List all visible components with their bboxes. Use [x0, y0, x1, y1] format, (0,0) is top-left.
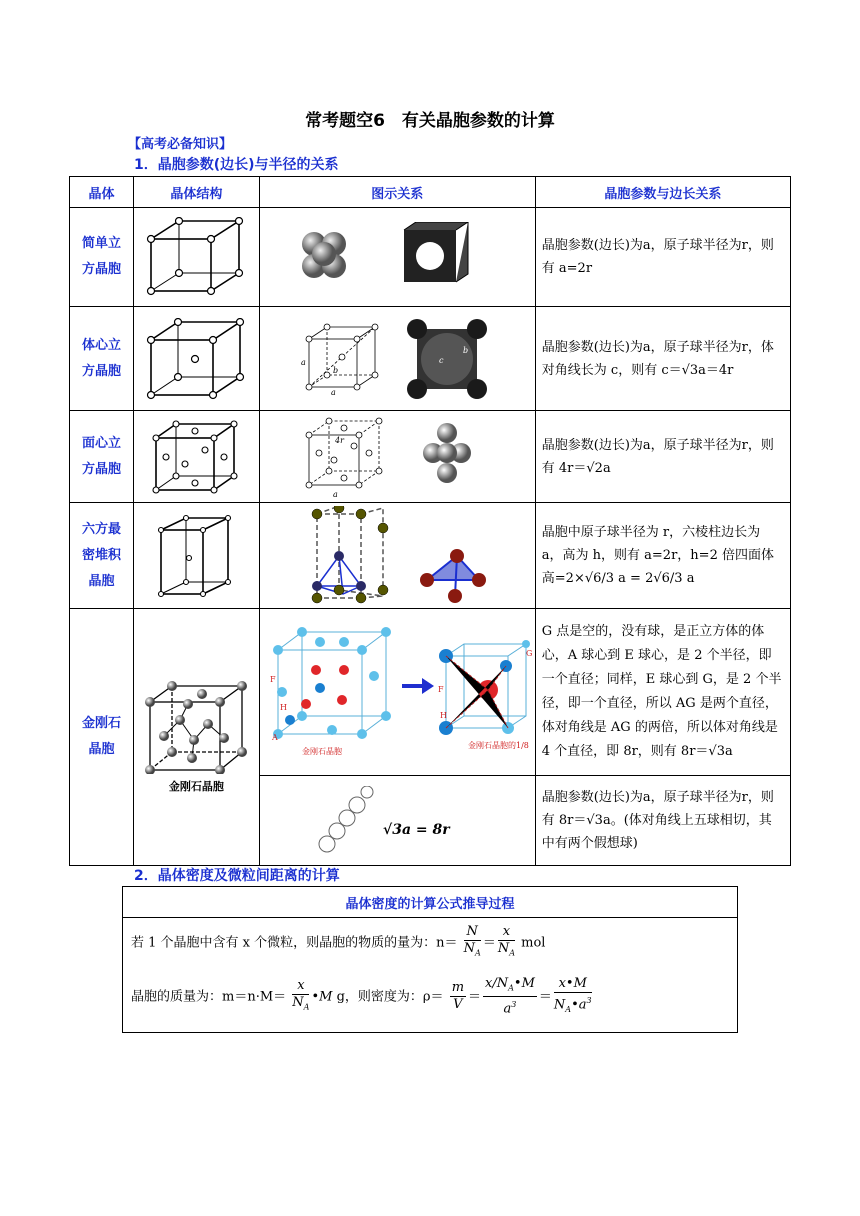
crystal-name: 面心立方晶胞 [81, 435, 121, 477]
section-1-heading: 1．晶胞参数(边长)与半径的关系 [134, 157, 339, 173]
relation-text: 晶胞参数(边长)为a，原子球半径为r，则有 8r＝√3a。(体对角线上五球相切，其中有两个假想球) [535, 776, 790, 866]
relation-text: 晶胞参数(边长)为a，原子球半径为r，体对角线长为 c，则有 c＝√3a＝4r [535, 307, 790, 411]
relation-text: 晶胞参数(边长)为a，原子球半径为r，则有 a=2r [535, 208, 790, 307]
section-2-heading: 2．晶体密度及微粒间距离的计算 [134, 868, 340, 884]
diamond-colored-diagram [262, 622, 532, 762]
density-line-2b: g，则密度为：ρ＝ [336, 989, 444, 1005]
section-tag: 【高考必备知识】 [128, 137, 233, 152]
crystal-name: 体心立方晶胞 [81, 337, 121, 379]
diamond-red-caption-2: 金刚石晶胞的1/8 [468, 741, 530, 750]
simple-cubic-diagram [146, 217, 246, 297]
svg-text:a: a [331, 387, 337, 397]
svg-text:4r: 4r [335, 435, 345, 445]
svg-text:F: F [270, 675, 276, 684]
svg-text:G: G [526, 649, 533, 658]
svg-text:H: H [440, 711, 448, 720]
svg-text:A: A [272, 733, 279, 742]
svg-text:a: a [333, 489, 339, 499]
relation-text: G 点是空的，没有球，是正立方体的体心，A 球心到 E 球心，是 2 个半径，即一个直径；同样，E 球心到 G，是 2 个半径，即一个直径，所以 AG 是两个直径，体对角线是 AG 的两倍，所以体对角线是 4 个直径，即 8r，则有 8r＝√3a [535, 609, 790, 776]
svg-text:a: a [301, 357, 307, 367]
page-title: 常考题空6 有关晶胞参数的计算 [305, 111, 555, 131]
bcc-spheres [287, 319, 507, 399]
hcp-diagram [156, 514, 236, 598]
crystal-table [69, 176, 791, 866]
relation-text: 晶胞参数(边长)为a，原子球半径为r，则有 4r＝√2a [535, 411, 790, 503]
crystal-name: 金刚石晶胞 [81, 716, 121, 757]
density-line-1: 若 1 个晶胞中含有 x 个微粒，则晶胞的物质的量为：n＝ [131, 935, 458, 951]
chain-label: √3a = 8r [383, 821, 450, 838]
crystal-name: 六方最密堆积晶胞 [81, 521, 121, 589]
density-header: 晶体密度的计算公式推导过程 [123, 887, 738, 918]
diamond-red-caption-1: 金刚石晶胞 [302, 747, 343, 756]
col-header: 晶体 [70, 177, 134, 208]
hcp-relation: 晶胞中原子球半径为 r，六棱柱边长为 a，高为 h，则有 a=2r，h=2 倍四面体高=2×√6/3 a = 2√6/3 a [541, 525, 774, 586]
crystal-name: 简单立方晶胞 [81, 236, 121, 277]
col-header: 图示关系 [259, 177, 535, 208]
diamond-caption: 金刚石晶胞 [168, 780, 224, 793]
diamond-diagram [144, 680, 248, 774]
svg-text:H: H [280, 703, 288, 712]
col-header: 晶体结构 [133, 177, 259, 208]
density-line-1-unit: mol [521, 935, 546, 951]
svg-text:b: b [463, 345, 469, 355]
density-table: 晶体密度的计算公式推导过程 若 1 个晶胞中含有 x 个微粒，则晶胞的物质的量为：n＝ $\frac{N}{N_A}$ ＝ $\frac{x}{N_A}$ mol 晶胞的质量为：m＝n·M＝ $\frac{x}{N_A}$ •M g，则密度为：ρ＝ $\frac{m}{V}$ ＝ $\frac{x/N_A•M}{a^3}$ ＝ $\frac{x•M}{N_A•a^3}$ [122, 886, 738, 1033]
col-header: 晶胞参数与边长关系 [535, 177, 790, 208]
svg-text:c: c [439, 355, 444, 365]
diamond-sphere-chain [297, 786, 497, 856]
bcc-diagram [146, 318, 246, 400]
fcc-spheres [287, 415, 507, 499]
fcc-diagram [151, 420, 241, 494]
hcp-spheres [287, 506, 507, 606]
density-line-2a: 晶胞的质量为：m＝n·M＝ [131, 989, 287, 1005]
svg-text:F: F [438, 685, 444, 694]
simple-cubic-spheres [292, 222, 502, 292]
relation-text [535, 503, 790, 609]
svg-text:b: b [333, 365, 339, 375]
